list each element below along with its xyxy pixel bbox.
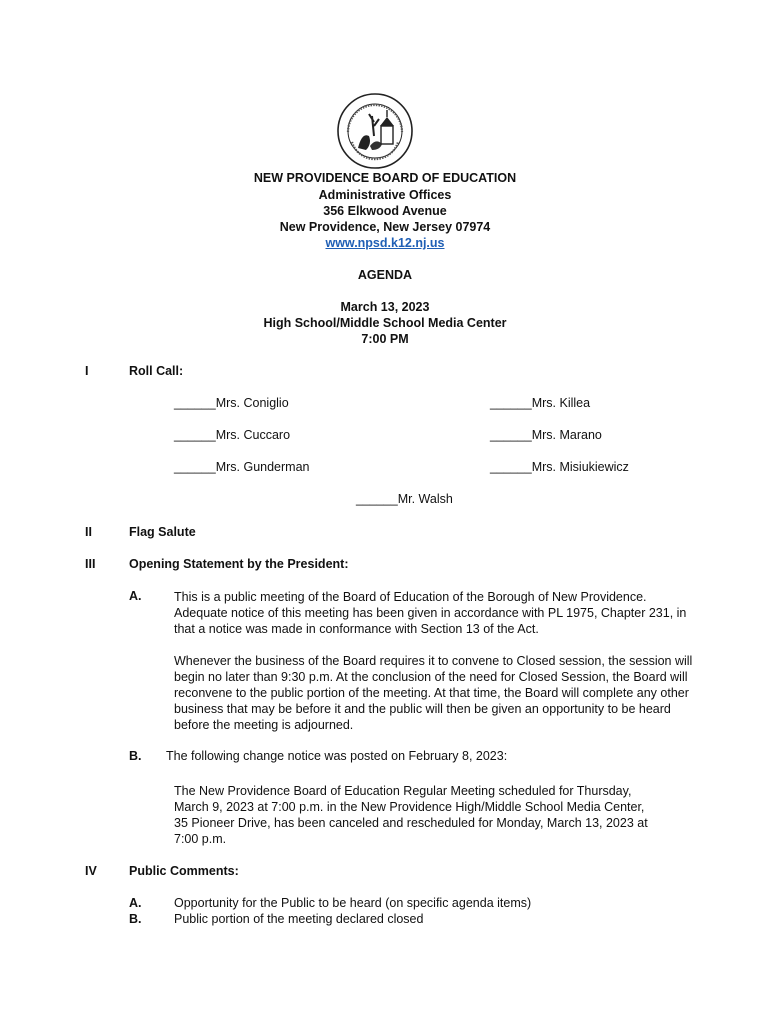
item-label: A.: [129, 896, 142, 910]
roll-call-member: ______Mrs. Gunderman: [174, 460, 310, 474]
street-address: 356 Elkwood Avenue: [323, 204, 447, 218]
roll-call-member: ______Mr. Walsh: [356, 492, 453, 506]
roll-call-member: ______Mrs. Misiukiewicz: [490, 460, 629, 474]
meeting-time: 7:00 PM: [361, 332, 409, 346]
opening-statement-paragraph-1: This is a public meeting of the Board of Education of the Borough of New Providence. Adequate notice of this meeting has been given in accordance with PL 1975, Chapter 231, in that a notice was made in conformance with Section 13 of the Act.: [174, 590, 687, 636]
roll-call-member: ______Mrs. Coniglio: [174, 396, 289, 410]
meeting-location: High School/Middle School Media Center: [263, 316, 507, 330]
section-title-public-comments: Public Comments:: [129, 864, 239, 878]
org-name: NEW PROVIDENCE BOARD OF EDUCATION: [253, 171, 517, 185]
section-title-opening-statement: Opening Statement by the President:: [129, 557, 349, 571]
opening-statement-paragraph-2: Whenever the business of the Board requires it to convene to Closed session, the session will begin no later than 9:30 p.m. At the conclusion of the need for Closed Session, the Board will reconvene to the public portion of the meeting. At that time, the Board will complete any other business that may be before it and the public will then be given an opportunity to be heard before the meeting is adjourned.: [174, 654, 693, 732]
item-label: B.: [129, 749, 142, 763]
item-label: B.: [129, 912, 142, 926]
section-number: I: [85, 364, 89, 378]
item-label: A.: [129, 589, 142, 603]
board-seal-logo: [336, 92, 414, 170]
change-notice-text: The New Providence Board of Education Regular Meeting scheduled for Thursday, March 9, 2023 at 7:00 p.m. in the New Providence High/Middle School Media Center, 35 Pioneer Drive, has been canceled and rescheduled for Monday, March 13, 2023 at 7:00 p.m.: [174, 784, 648, 846]
roll-call-member: ______Mrs. Marano: [490, 428, 602, 442]
meeting-date: March 13, 2023: [340, 300, 430, 314]
agenda-title: AGENDA: [357, 268, 413, 282]
roll-call-member: ______Mrs. Cuccaro: [174, 428, 291, 442]
change-notice-intro: The following change notice was posted on February 8, 2023:: [166, 749, 508, 763]
section-number: III: [85, 557, 96, 571]
section-title-flag-salute: Flag Salute: [129, 525, 196, 539]
roll-call-member: ______Mrs. Killea: [490, 396, 591, 410]
office-name: Administrative Offices: [318, 188, 452, 202]
city-address: New Providence, New Jersey 07974: [279, 220, 491, 234]
public-comment-item: Opportunity for the Public to be heard (on specific agenda items): [174, 896, 532, 910]
section-number: II: [85, 525, 92, 539]
section-title-roll-call: Roll Call:: [129, 364, 184, 378]
website-link[interactable]: www.npsd.k12.nj.us: [325, 236, 445, 250]
section-number: IV: [85, 864, 97, 878]
public-comment-item: Public portion of the meeting declared closed: [174, 912, 424, 926]
